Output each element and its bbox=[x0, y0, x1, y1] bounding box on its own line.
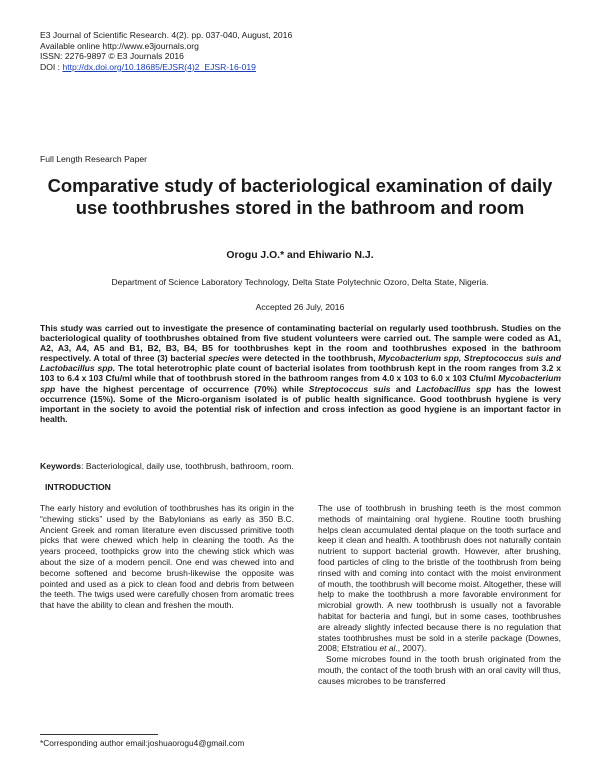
abstract bbox=[40, 323, 561, 424]
doi-link[interactable]: http://dx.doi.org/10.18685/EJSR(4)2_EJSR-16-019 bbox=[62, 61, 256, 72]
paper-type: Full Length Research Paper bbox=[40, 154, 148, 164]
authors: Orogu J.O.* and Ehiwario N.J. bbox=[226, 250, 374, 261]
keywords-label: Keywords bbox=[40, 461, 82, 471]
abstract-italic: Streptococcus suis bbox=[308, 383, 391, 394]
abstract-italic: species bbox=[208, 353, 240, 364]
accepted-date: Accepted 26 July, 2016 bbox=[255, 302, 345, 312]
online-availability: Available online http://www.e3journals.org bbox=[40, 40, 199, 51]
introduction-heading: INTRODUCTION bbox=[45, 482, 111, 492]
affiliation: Department of Science Laboratory Technology, Delta State Polytechnic Ozoro, Delta State, Nigeria. bbox=[111, 277, 489, 287]
keywords bbox=[40, 461, 294, 471]
column-right bbox=[318, 503, 561, 687]
body-italic: et al bbox=[379, 643, 396, 654]
journal-header bbox=[40, 30, 292, 72]
corresponding-author-footnote: *Corresponding author email:joshuaorogu4@gmail.com bbox=[40, 738, 245, 748]
abstract-text: This study was carried out to investigate the presence of contaminating bacterial on regularly used toothbrush. Studies on the bacteriological quality of toothbrushes obtained from five student volunteers were carried out. The sample were coded as A1, A2, A3, A4, A5 and B1, B2, B3, B4, B5 for toothbrushes kept in the room and toothbrushes exposed in the bathroom respectively. A total of three (3) bacterial bbox=[40, 323, 561, 364]
doi-line bbox=[40, 62, 292, 73]
abstract-text: and bbox=[390, 383, 417, 394]
abstract-text: were detected in the toothbrush, bbox=[239, 353, 379, 364]
abstract-text: have the highest percentage of occurrence (70%) while bbox=[55, 383, 309, 394]
journal-citation: E3 Journal of Scientific Research. 4(2). pp. 037-040, August, 2016 bbox=[40, 30, 293, 40]
abstract-italic: Mycobacterium spp bbox=[40, 373, 561, 394]
footnote-divider bbox=[40, 734, 158, 735]
abstract-text: has the lowest occurrence (15%). Some of the Micro-organism isolated is of public health significance. Good toothbrush hygiene is very important in the society to avoid the potential risk of infection and cross infection as good hygiene is an important factor in health. bbox=[40, 383, 561, 424]
keywords-text: : Bacteriological, daily use, toothbrush, bathroom, room. bbox=[81, 461, 294, 471]
paper-title: Comparative study of bacteriological examination of daily use toothbrushes stored in the bathroom and room bbox=[47, 175, 553, 218]
doi-label: DOI : bbox=[40, 61, 63, 72]
abstract-italic: Lactobacillus spp bbox=[416, 383, 492, 394]
issn-line: ISSN: 2276-9897 © E3 Journals 2016 bbox=[40, 51, 184, 62]
body-paragraph: The early history and evolution of toothbrushes has its origin in the “chewing sticks” used by the Babylonians as early as 350 B.C. Ancient Greek and roman literature even discussed primitive tooth picks that were chewed which help in cleaning the tooth. As the years proceed, toothpicks grow into the chewing stick which was about the size of a modern pencil. One end was chewed into and become softened and become brush-likewise the opposite was pointed and used as a pick to clean food and debris from between the teeth. The twigs used were carefully chosen from aromatic trees that have the ability to clean and freshen the mouth. bbox=[40, 503, 294, 611]
abstract-text: The total heterotrophic plate count of bacterial isolates from toothbrush kept in the room ranges from 3.2 x 103 to 6.4 x 103 Cfu/ml while that of toothbrush stored in the bathroom ranges from 4.0 x 103 to 6.0 x 103 Cfu/ml bbox=[40, 363, 561, 384]
column-left bbox=[40, 503, 294, 611]
body-paragraph bbox=[318, 503, 561, 654]
abstract-italic: Mycobacterium spp, Streptococcus suis and Lactobacillus spp. bbox=[40, 353, 561, 374]
body-text: ., 2007). bbox=[395, 643, 427, 654]
body-paragraph: Some microbes found in the tooth brush originated from the mouth, the contact of the tooth brush with an oral cavity will thus, causes microbes to be transferred bbox=[318, 654, 561, 686]
body-text: The use of toothbrush in brushing teeth is the most common methods of maintaining oral hygiene. Routine tooth brushing helps clean accumulated dental plaque on the tooth surface and keep it clean and health. A toothbrush does not naturally contain nutrient to support bacterial growth. However, after brushing, food particles of cling to the bristle of the toothbrush from being rinsed with and coming into contact with the moist environment of mouth, the toothbrush will become moist. Altogether, these will help to make the toothbrush a more favorable environment for microbial growth. A new toothbrush is usually not a favorable habitat for bacteria and fungi, but in some cases, toothbrushes are already slightly infected because there is no regulation that states toothbrushes must be sold in a sterile package (Downes, 2008; Efstratiou bbox=[318, 503, 561, 654]
